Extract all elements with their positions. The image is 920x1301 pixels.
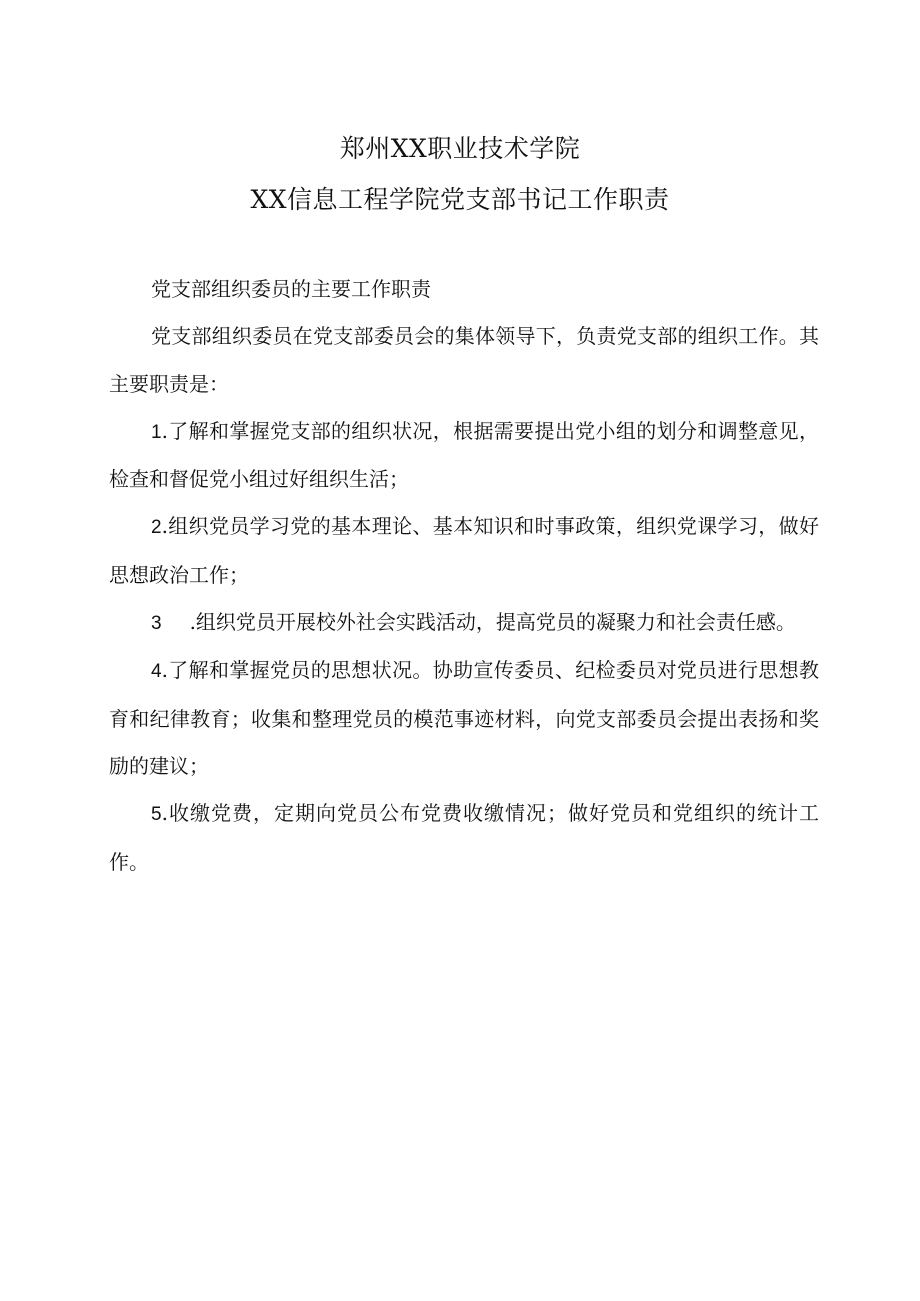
intro-paragraph: 党支部组织委员在党支部委员会的集体领导下，负责党支部的组织工作。其主要职责是：	[109, 324, 819, 396]
item-text: .组织党员开展校外社会实践活动，提高党员的凝聚力和社会责任感。	[189, 610, 796, 635]
list-item-4	[109, 647, 819, 790]
item-number: 1	[151, 421, 162, 443]
item-text: .组织党员学习党的基本理论、基本知识和时事政策，组织党课学习，做好思想政治工作；	[109, 514, 819, 587]
item-number: 3	[151, 613, 162, 635]
list-item-3	[109, 599, 819, 647]
list-item-1	[109, 408, 819, 504]
item-number: 4	[151, 661, 162, 683]
document-body	[109, 266, 819, 886]
item-text: .了解和掌握党支部的组织状况，根据需要提出党小组的划分和调整意见，检查和督促党小组过好组织生活；	[109, 418, 819, 492]
list-item-5	[109, 790, 819, 886]
document-title-line1: 郑州XX职业技术学院	[339, 134, 581, 163]
section-heading: 党支部组织委员的主要工作职责	[151, 277, 431, 301]
list-item-2	[109, 503, 819, 599]
item-number: 2	[151, 517, 162, 539]
item-text: .了解和掌握党员的思想状况。协助宣传委员、纪检委员对党员进行思想教育和纪律教育；收集和整理党员的模范事迹材料，向党支部委员会提出表扬和奖励的建议；	[109, 658, 819, 778]
document-title-line2: XX信息工程学院党支部书记工作职责	[250, 185, 670, 214]
item-text: .收缴党费，定期向党员公布党费收缴情况；做好党员和党组织的统计工作。	[109, 801, 819, 874]
item-number: 5	[151, 804, 162, 826]
